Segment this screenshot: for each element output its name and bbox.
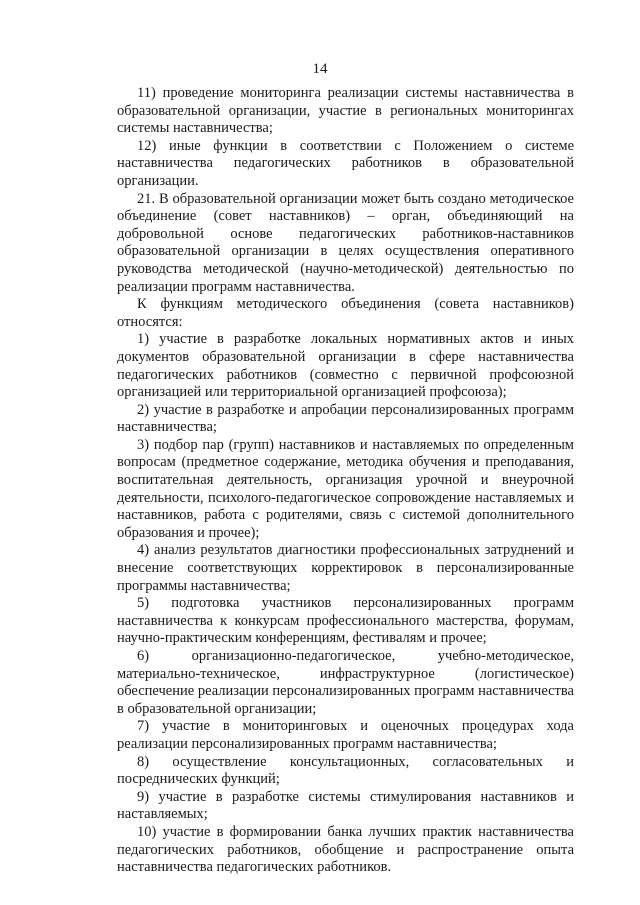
function-9: 9) участие в разработке системы стимулирования наставников и наставляемых; xyxy=(117,788,574,823)
function-5: 5) подготовка участников персонализированных программ наставничества к конкурсам профессионального мастерства, форумам, научно-практическим конференциям, фестивалям и прочее; xyxy=(117,595,574,647)
function-7: 7) участие в мониторинговых и оценочных процедурах хода реализации персонализированных программ наставничества; xyxy=(117,718,574,752)
item-11-monitoring: 11) проведение мониторинга реализации системы наставничества в образовательной организации, участие в региональных мониторингах системы наставничества; xyxy=(117,85,574,137)
page-number: 14 xyxy=(312,61,328,77)
function-10: 10) участие в формировании банка лучших практик наставничества педагогических работников, обобщение и распространение опыта наставничества педагогических работников. xyxy=(117,823,574,876)
item-12-other-functions: 12) иные функции в соответствии с Положением о системе наставничества педагогических работников в образовательной организации. xyxy=(117,137,574,189)
document-body xyxy=(117,85,574,877)
functions-intro: К функциям методического объединения (совета наставников) относятся: xyxy=(117,296,574,330)
function-8: 8) осуществление консультационных, согласовательных и посреднических функций; xyxy=(117,753,574,788)
function-3: 3) подбор пар (групп) наставников и наставляемых по определенным вопросам (предметное содержание, методика обучения и преподавания, воспитательная деятельность, организация урочной и внеурочной деятельности, психолого-педагогическое сопровождение наставляемых и наставников, работа с родителями, связь с системой дополнительного образования и прочее); xyxy=(117,436,574,541)
function-2: 2) участие в разработке и апробации персонализированных программ наставничества; xyxy=(117,401,574,436)
function-4: 4) анализ результатов диагностики профессиональных затруднений и внесение соответствующих корректировок в персонализированные программы наставничества; xyxy=(117,542,574,594)
function-6: 6) организационно-педагогическое, учебно-методическое, материально-техническое, инфраструктурное (логистическое) обеспечение реализации персонализированных программ наставничества в образовательной организации; xyxy=(117,648,574,717)
function-1: 1) участие в разработке локальных нормативных актов и иных документов образовательной организации в сфере наставничества педагогических работников (совместно с первичной профсоюзной организацией или территориальной организацией профсоюза); xyxy=(117,331,574,401)
clause-21-methodical-association: 21. В образовательной организации может быть создано методическое объединение (совет наставников) – орган, объединяющий на добровольной основе педагогических работников-наставников образовательной организации в целях осуществления оперативного руководства методической (научно-методической) деятельностью по реализации программ наставничества. xyxy=(117,190,574,295)
